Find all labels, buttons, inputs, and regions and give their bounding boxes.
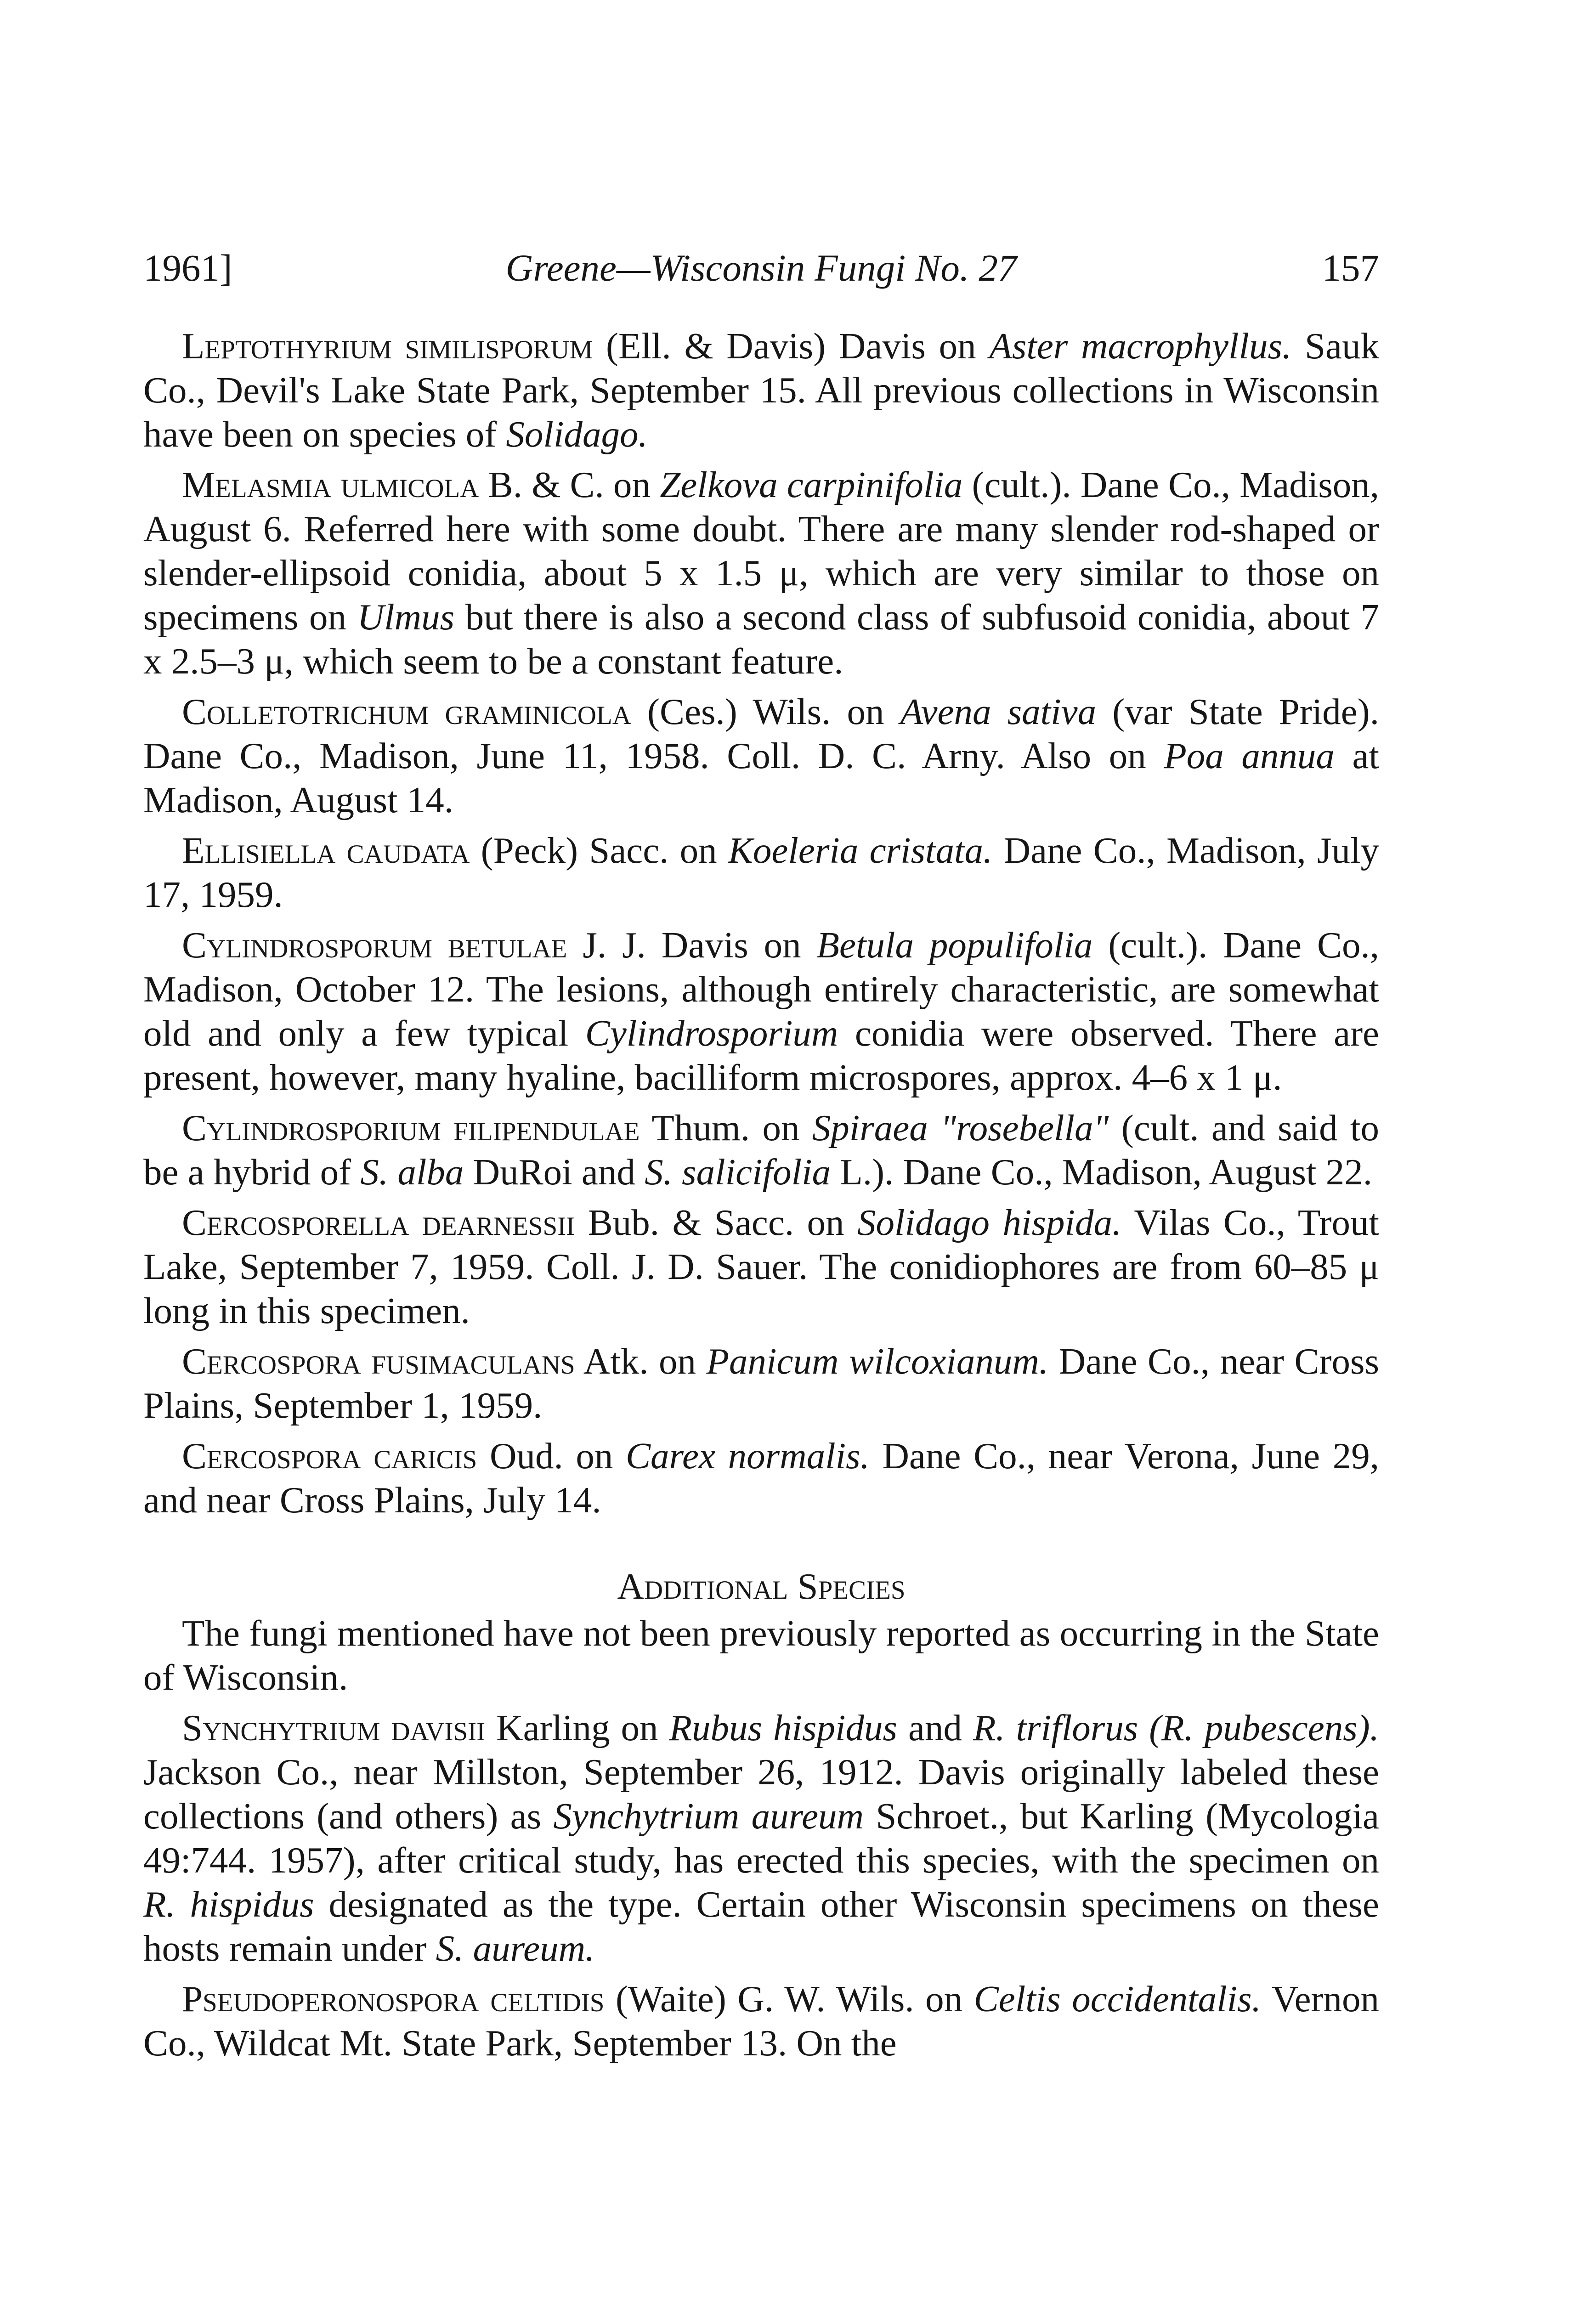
species-entry — [143, 1434, 1379, 1522]
italic-name: Solidago. — [506, 413, 648, 455]
species-entries — [143, 324, 1379, 1522]
italic-name: Rubus hispidus — [669, 1707, 898, 1748]
entry-text: DuRoi and — [464, 1151, 645, 1193]
italic-name: Koeleria cristata. — [728, 830, 993, 871]
entry-text: at Madison, August 14. — [143, 735, 1379, 820]
italic-name: Synchytrium aureum — [553, 1795, 864, 1837]
italic-name: R. hispidus — [143, 1884, 314, 1925]
italic-name: Avena sativa — [900, 691, 1097, 732]
header-running-title: Greene—Wisconsin Fungi No. 27 — [505, 247, 1017, 289]
italic-name: Panicum wilcoxianum. — [706, 1341, 1049, 1382]
species-entry — [143, 828, 1379, 917]
additional-species-entries — [143, 1706, 1379, 2065]
italic-name: S. salicifolia — [645, 1151, 831, 1193]
species-name: Cylindrosporum betulae — [182, 924, 567, 966]
entry-text: (cult.). Dane Co., Madison, August 6. Referred here with some doubt. There are many slender rod-shaped or slender-ellipsoid conidia, about 5 x 1.5 μ, which are very similar to those on specimens on — [143, 464, 1379, 638]
header-page-number: 157 — [1322, 247, 1379, 289]
species-entry — [143, 1106, 1379, 1194]
entry-text: (cult. and said to be a hybrid of — [143, 1107, 1379, 1193]
species-name: Pseudoperonospora celtidis — [182, 1978, 605, 2020]
species-name: Synchytrium davisii — [182, 1707, 486, 1748]
italic-name: R. triflorus (R. pubescens). — [973, 1707, 1380, 1748]
species-name: Cercospora caricis — [182, 1435, 477, 1477]
italic-name: Celtis occidentalis. — [973, 1978, 1261, 2020]
entry-text: designated as the type. Certain other Wisconsin specimens on these hosts remain under — [143, 1884, 1379, 1969]
italic-name: Cylindrosporium — [585, 1013, 838, 1054]
species-entry — [143, 1706, 1379, 1970]
header-year: 1961] — [143, 247, 232, 289]
species-name: Cercospora fusimaculans — [182, 1341, 575, 1382]
species-name: Leptothyrium similisporum — [182, 325, 593, 367]
entry-text: B. & C. on — [479, 464, 660, 505]
italic-name: S. alba — [360, 1151, 464, 1193]
entry-text: but there is also a second class of subfusoid conidia, about 7 x 2.5–3 μ, which seem to be a constant feature. — [143, 596, 1379, 682]
entry-text: (cult.). Dane Co., Madison, October 12. The lesions, although entirely characteristic, are somewhat old and only a few typical — [143, 924, 1379, 1054]
entry-text: Karling on — [485, 1707, 669, 1748]
species-entry — [143, 1339, 1379, 1427]
species-name: Colletotrichum graminicola — [182, 691, 631, 732]
entry-text: Vernon Co., Wildcat Mt. State Park, September 13. On the — [143, 1978, 1379, 2064]
entry-text: Atk. on — [575, 1341, 707, 1382]
italic-name: Carex normalis. — [626, 1435, 870, 1477]
species-name: Cercosporella dearnessii — [182, 1202, 575, 1243]
italic-name: Zelkova carpinifolia — [660, 464, 963, 505]
italic-name: Solidago hispida. — [857, 1202, 1122, 1243]
species-entry — [143, 1977, 1379, 2065]
entry-text: Sauk Co., Devil's Lake State Park, September 15. All previous collections in Wisconsin have been on species of — [143, 325, 1380, 455]
entry-text: J. J. Davis on — [567, 924, 817, 966]
entry-text: (Waite) G. W. Wils. on — [604, 1978, 974, 2020]
entry-text: Dane Co., near Verona, June 29, and near Cross Plains, July 14. — [143, 1435, 1379, 1521]
italic-name: Betula populifolia — [816, 924, 1093, 966]
species-entry — [143, 463, 1379, 683]
entry-text: L.). Dane Co., Madison, August 22. — [831, 1151, 1373, 1193]
entry-text: Dane Co., Madison, July 17, 1959. — [143, 830, 1379, 915]
entry-text: Thum. on — [640, 1107, 812, 1148]
italic-name: Ulmus — [357, 596, 455, 638]
body-text — [143, 324, 1379, 2071]
entry-text: Bub. & Sacc. on — [575, 1202, 858, 1243]
section-heading: Additional Species — [617, 1566, 906, 1607]
italic-name: S. aureum. — [436, 1928, 595, 1969]
entry-text: conidia were observed. There are present, however, many hyaline, bacilliform microspores, approx. 4–6 x 1 μ. — [143, 1013, 1380, 1098]
italic-name: Spiraea "rosebella" — [812, 1107, 1109, 1148]
species-name: Cylindrosporium filipendulae — [182, 1107, 640, 1148]
species-entry — [143, 923, 1379, 1099]
entry-text: Jackson Co., near Millston, September 26, 1912. Davis originally labeled these collections (and others) as — [143, 1751, 1379, 1837]
running-header — [143, 243, 1379, 293]
species-entry — [143, 324, 1379, 456]
entry-text: and — [897, 1707, 973, 1748]
species-name: Melasmia ulmicola — [182, 464, 479, 505]
species-entry — [143, 1200, 1379, 1333]
entry-text: Dane Co., near Cross Plains, September 1, 1959. — [143, 1341, 1379, 1426]
entry-text: (Ces.) Wils. on — [631, 691, 900, 732]
intro-paragraph: The fungi mentioned have not been previously reported as occurring in the State of Wisconsin. — [143, 1612, 1379, 1698]
entry-text: Oud. on — [477, 1435, 626, 1477]
entry-text: Schroet., but Karling (Mycologia 49:744. 1957), after critical study, has erected this species, with the specimen on — [143, 1795, 1379, 1881]
italic-name: Poa annua — [1164, 735, 1335, 776]
species-entry — [143, 690, 1379, 822]
species-name: Ellisiella caudata — [182, 830, 470, 871]
entry-text: (Peck) Sacc. on — [470, 830, 728, 871]
italic-name: Aster macrophyllus. — [989, 325, 1292, 367]
entry-text: (var State Pride). Dane Co., Madison, June 11, 1958. Coll. D. C. Arny. Also on — [143, 691, 1379, 776]
entry-text: Vilas Co., Trout Lake, September 7, 1959. Coll. J. D. Sauer. The conidiophores are from 60–85 μ long in this specimen. — [143, 1202, 1380, 1331]
entry-text: (Ell. & Davis) Davis on — [593, 325, 990, 367]
